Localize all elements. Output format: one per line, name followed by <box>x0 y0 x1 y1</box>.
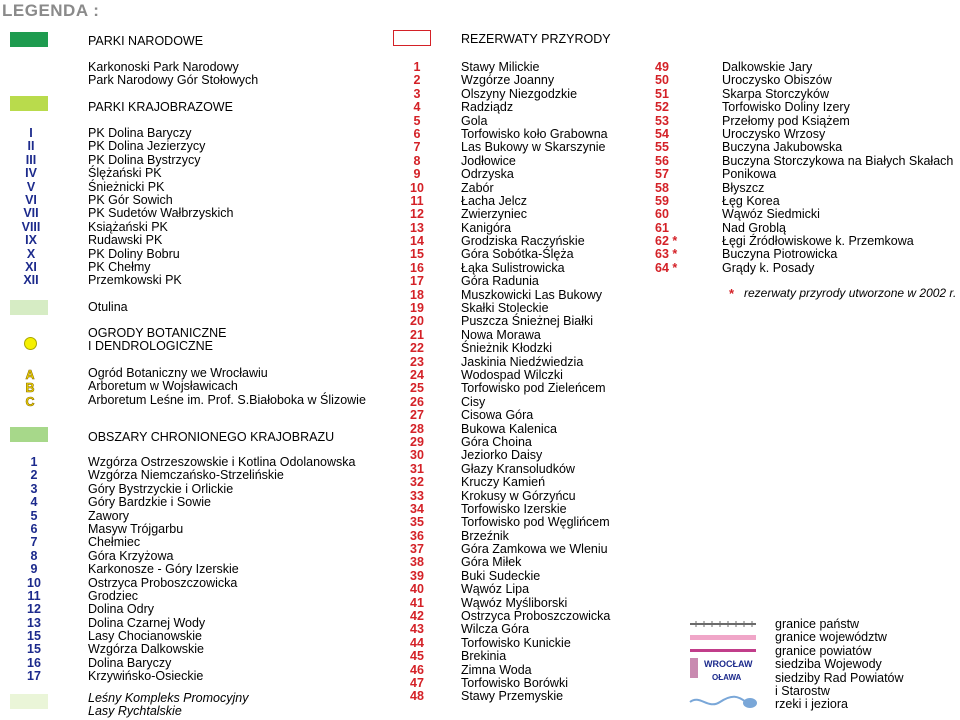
list-item: Łąka Sulistrowicka <box>461 260 565 275</box>
protected-landscape-swatch <box>10 427 48 442</box>
list-item: Arboretum w Wojsławicach <box>88 379 238 394</box>
protected-landscape-numbers <box>22 456 46 684</box>
river-icon <box>690 697 746 705</box>
list-item: Łacha Jelcz <box>461 193 528 208</box>
reserve-number: 58 <box>655 180 669 195</box>
numeral: XII <box>23 273 39 288</box>
list-item: Chełmiec <box>88 535 141 550</box>
list-item: Karkonosze - Góry Izerskie <box>88 562 239 577</box>
list-item: Bukowa Kalenica <box>461 421 557 436</box>
landscape-parks-list <box>88 127 233 288</box>
list-item: Głazy Kransoludków <box>461 461 575 476</box>
list-item: Radziądz <box>461 100 514 115</box>
list-item: Przemkowski PK <box>88 273 182 288</box>
reserve-swatch <box>393 30 431 46</box>
national-parks-heading: PARKI NARODOWE <box>88 34 204 48</box>
numeral: VI <box>25 192 37 207</box>
list-item: Dolina Baryczy <box>88 655 172 670</box>
numeral: VIII <box>21 219 41 234</box>
list-item: Grodziec <box>88 588 139 603</box>
area-number: 3 <box>30 481 38 496</box>
list-item: granice państw <box>775 617 860 631</box>
list-item: Skarpa Storczyków <box>722 86 829 101</box>
list-item: Przełomy pod Książem <box>722 113 850 128</box>
map-symbols <box>688 618 760 712</box>
list-item: Wilcza Góra <box>461 622 530 637</box>
list-item: Uroczysko Obiszów <box>722 73 832 88</box>
reserve-number: 6 <box>413 126 421 141</box>
sample-city-county: OŁAWA <box>712 673 742 682</box>
lesny-kompleks-label <box>88 692 248 719</box>
reserve-number: 12 <box>410 207 424 222</box>
national-park-swatch <box>10 32 48 47</box>
list-item: Wąwóz Myśliborski <box>461 595 568 610</box>
area-number: 4 <box>30 495 38 510</box>
reserve-number: 41 <box>410 595 424 610</box>
list-item: Zawory <box>88 508 129 523</box>
list-item: PK Dolina Bystrzycy <box>88 152 201 167</box>
list-item: Zabór <box>461 180 494 195</box>
list-item: PK Doliny Bobru <box>88 246 180 261</box>
list-item: Buczyna Piotrowicka <box>722 247 838 262</box>
list-item: Masyw Trójgarbu <box>88 521 184 536</box>
reserve-number: 13 <box>410 220 424 235</box>
reserve-number: 33 <box>410 488 424 503</box>
reserve-number: 16 <box>410 260 424 275</box>
area-number: 15 <box>27 629 41 644</box>
reserve-number: 53 <box>655 113 669 128</box>
area-number: 6 <box>30 521 38 536</box>
reserve-number: 60 <box>655 207 669 222</box>
list-item: Śnieżnicki PK <box>88 179 165 194</box>
list-item: Zwierzyniec <box>461 207 527 222</box>
list-item: Jaskinia Niedźwiedzia <box>461 354 584 369</box>
landscape-park-swatch <box>10 96 48 111</box>
list-item: Buczyna Jakubowska <box>722 140 843 155</box>
list-item: Góry Bardzkie i Sowie <box>88 495 211 510</box>
reserve-number: 34 <box>410 501 424 516</box>
reserve-number: 30 <box>410 448 424 463</box>
otulina-label: Otulina <box>88 300 128 314</box>
numeral: XI <box>25 259 37 274</box>
list-item: Wzgórza Dalkowskie <box>88 642 205 657</box>
numeral: I <box>29 126 33 140</box>
national-parks-list <box>88 61 258 88</box>
list-item: PK Dolina Baryczy <box>88 126 192 140</box>
botanic-dot-icon <box>24 337 37 350</box>
list-item: PK Sudetów Wałbrzyskich <box>88 206 234 221</box>
reserve-number: 36 <box>410 528 424 543</box>
list-item: Arboretum Leśne im. Prof. S.Białoboka w Ślizowie <box>88 392 366 407</box>
numeral: II <box>27 139 35 154</box>
list-item: Kanigóra <box>461 220 512 235</box>
list-item: Ogród Botaniczny we Wrocławiu <box>88 366 268 380</box>
reserve-number: 38 <box>410 555 424 570</box>
list-item: Uroczysko Wrzosy <box>722 126 826 141</box>
list-item: PK Gór Sowich <box>88 192 173 207</box>
reserve-number: 1 <box>413 60 421 74</box>
list-item: Dolina Czarnej Wody <box>88 615 206 630</box>
list-item: Jodłowice <box>461 153 516 168</box>
area-number: 8 <box>30 548 38 563</box>
list-item: Krokusy w Górzyńcu <box>461 488 576 503</box>
area-number: 7 <box>30 535 38 550</box>
list-item: siedziby Rad Powiatów <box>775 670 904 685</box>
list-item: PK Chełmy <box>88 259 151 274</box>
reserve-number: 25 <box>410 381 424 396</box>
list-item: PK Dolina Jezierzycy <box>88 139 206 154</box>
list-item: Puszcza Śnieżnej Białki <box>461 314 594 329</box>
reserve-number: 14 <box>410 234 424 249</box>
lesny-kompleks-line: Lasy Rychtalskie <box>88 704 182 719</box>
list-item: Góra Radunia <box>461 274 539 289</box>
voivode-seat-icon <box>690 658 698 678</box>
list-item: Grądy k. Posady <box>722 260 815 275</box>
reserve-number: 10 <box>410 180 424 195</box>
lesny-kompleks-line: Leśny Kompleks Promocyjny <box>88 691 249 705</box>
list-item: rzeki i jeziora <box>775 697 848 712</box>
reserve-number: 5 <box>413 113 421 128</box>
list-item: granice powiatów <box>775 643 872 658</box>
reserve-number: 54 <box>655 126 669 141</box>
area-number: 9 <box>30 562 38 577</box>
reserve-number: 17 <box>410 274 424 289</box>
list-item: Dolina Odry <box>88 602 154 617</box>
list-item: Wąwóz Siedmicki <box>722 207 820 222</box>
reserve-number: 39 <box>410 568 424 583</box>
footnote-text: rezerwaty przyrody utworzone w 2002 r. <box>744 286 957 300</box>
list-item: Muszkowicki Las Bukowy <box>461 287 603 302</box>
reserve-number: 3 <box>413 86 421 101</box>
list-item: Grodziska Raczyńskie <box>461 234 585 249</box>
list-item: Góra Krzyżowa <box>88 548 174 563</box>
list-item: Cisy <box>461 394 486 409</box>
reserve-number: 61 <box>655 220 669 235</box>
lesny-kompleks-swatch <box>10 694 48 709</box>
list-item: Las Bukowy w Skarszynie <box>461 140 606 155</box>
botanic-letters <box>22 369 38 409</box>
reserve-number: 40 <box>410 582 424 597</box>
list-item: Nad Groblą <box>722 220 786 235</box>
list-item: Łęgi Źródłowiskowe k. Przemkowa <box>722 234 914 249</box>
list-item: Torfowisko koło Grabowna <box>461 126 608 141</box>
reserve-number: 48 <box>410 689 424 704</box>
list-item: Torfowisko Kunickie <box>461 635 571 650</box>
list-item: Wzgórza Ostrzeszowskie i Kotlina Odolanowska <box>88 455 356 469</box>
reserve-number: 55 <box>655 140 669 155</box>
area-number: 1 <box>30 455 38 469</box>
list-item: Torfowisko Izerskie <box>461 501 567 516</box>
reserve-number: 43 <box>410 622 424 637</box>
botanic-letter: C <box>25 394 35 409</box>
area-number: 16 <box>27 655 41 670</box>
list-item: Cisowa Góra <box>461 408 534 423</box>
botanic-list <box>88 367 366 407</box>
reserve-number: 47 <box>410 675 424 690</box>
reserve-number: 20 <box>410 314 424 329</box>
lake-icon <box>743 698 757 708</box>
footnote-star: * <box>729 286 735 301</box>
protected-landscape-heading: OBSZARY CHRONIONEGO KRAJOBRAZU <box>88 430 335 444</box>
landscape-parks-heading: PARKI KRAJOBRAZOWE <box>88 100 233 114</box>
list-item: Książański PK <box>88 219 168 234</box>
list-item: Karkonoski Park Narodowy <box>88 60 239 74</box>
list-item: Torfowisko Doliny Izery <box>722 100 850 115</box>
reserve-number: 52 <box>655 100 669 115</box>
list-item: Brekinia <box>461 649 507 664</box>
list-item: i Starostw <box>775 683 830 698</box>
reserve-number: 22 <box>410 341 424 356</box>
area-number: 11 <box>27 588 41 603</box>
reserve-number: 44 <box>410 635 424 650</box>
list-item: Wzgórza Niemczańsko-Strzelińskie <box>88 468 284 483</box>
list-item: Ślężański PK <box>88 166 162 181</box>
list-item: Buki Sudeckie <box>461 568 541 583</box>
reserve-number: 2 <box>413 73 421 88</box>
reserve-number: 18 <box>410 287 424 302</box>
list-item: Brzeźnik <box>461 528 509 543</box>
list-item: Torfowisko pod Zieleńcem <box>461 381 606 396</box>
list-item: Ostrzyca Proboszczowicka <box>88 575 238 590</box>
reserve-number: 51 <box>655 86 669 101</box>
botanic-heading-line: I DENDROLOGICZNE <box>88 339 214 354</box>
reserve-number: 31 <box>410 461 424 476</box>
reserve-number: 45 <box>410 649 424 664</box>
reserve-number: 63 * <box>655 247 678 262</box>
list-item: Skałki Stoleckie <box>461 301 549 316</box>
reserve-number: 35 <box>410 515 424 530</box>
reserves-col2-list <box>722 61 953 275</box>
reserve-number: 24 <box>410 367 424 382</box>
list-item: Torfowisko Borówki <box>461 675 568 690</box>
reserve-number: 15 <box>410 247 424 262</box>
list-item: Błyszcz <box>722 180 765 195</box>
botanic-letter: A <box>25 368 35 382</box>
list-item: Lasy Chocianowskie <box>88 629 202 644</box>
list-item: Łęg Korea <box>722 193 780 208</box>
state-border-icon <box>690 621 756 627</box>
numeral: X <box>26 246 36 261</box>
reserves-col1-numbers <box>405 61 429 704</box>
area-number: 12 <box>27 602 41 617</box>
reserve-number: 64 * <box>655 260 678 275</box>
reserve-number: 23 <box>410 354 424 369</box>
reserve-number: 59 <box>655 193 669 208</box>
botanic-heading <box>88 327 226 354</box>
reserves-col2-numbers <box>655 61 677 275</box>
sample-city-voivode: WROCŁAW <box>704 659 753 669</box>
list-item: Góra Choina <box>461 434 532 449</box>
reserves-heading: REZERWATY PRZYRODY <box>461 32 611 46</box>
list-item: Olszyny Niezgodzkie <box>461 86 578 101</box>
reserve-number: 7 <box>413 140 421 155</box>
county-border-icon <box>690 649 756 652</box>
numeral: VII <box>23 206 39 221</box>
voivodeship-border-icon <box>690 635 756 640</box>
area-number: 13 <box>27 615 41 630</box>
reserve-number: 26 <box>410 394 424 409</box>
list-item: granice województw <box>775 630 887 645</box>
reserve-number: 19 <box>410 301 424 316</box>
list-item: Odrzyska <box>461 167 514 182</box>
botanic-letter: B <box>25 381 35 396</box>
reserves-col1-list <box>461 61 610 704</box>
reserve-number: 42 <box>410 609 424 624</box>
reserve-number: 27 <box>410 408 424 423</box>
protected-landscape-list <box>88 456 355 684</box>
reserve-number: 32 <box>410 475 424 490</box>
area-number: 2 <box>30 468 38 483</box>
reserve-number: 28 <box>410 421 424 436</box>
legend-title: LEGENDA : <box>2 1 100 20</box>
list-item: Ponikowa <box>722 167 777 182</box>
reserve-number: 37 <box>410 542 424 557</box>
reserve-number: 57 <box>655 167 669 182</box>
otulina-swatch <box>10 300 48 315</box>
area-number: 17 <box>27 669 41 684</box>
list-item: Stawy Przemyskie <box>461 689 564 704</box>
list-item: siedziba Wojewody <box>775 657 882 672</box>
list-item: Park Narodowy Gór Stołowych <box>88 73 259 88</box>
list-item: Dalkowskie Jary <box>722 60 813 74</box>
reserve-number: 21 <box>410 327 424 342</box>
area-number: 15 <box>27 642 41 657</box>
reserve-number: 56 <box>655 153 669 168</box>
numeral: V <box>26 179 36 194</box>
area-number: 5 <box>30 508 38 523</box>
list-item: Góra Miłek <box>461 555 522 570</box>
list-item: Torfowisko pod Węglińcem <box>461 515 610 530</box>
reserve-number: 4 <box>413 100 421 115</box>
reserve-number: 29 <box>410 434 424 449</box>
reserve-number: 49 <box>655 60 669 74</box>
list-item: Krzywińsko-Osieckie <box>88 669 204 684</box>
botanic-heading-line: OGRODY BOTANICZNE <box>88 326 227 340</box>
list-item: Góra Sobótka-Ślęża <box>461 247 574 262</box>
area-number: 10 <box>27 575 41 590</box>
list-item: Wodospad Wilczki <box>461 367 563 382</box>
list-item: Rudawski PK <box>88 233 163 248</box>
numeral: IX <box>25 233 37 248</box>
reserve-number: 46 <box>410 662 424 677</box>
reserve-number: 62 * <box>655 234 678 249</box>
list-item: Gola <box>461 113 488 128</box>
numeral: IV <box>25 166 37 181</box>
list-item: Wzgórze Joanny <box>461 73 555 88</box>
list-item: Zimna Woda <box>461 662 532 677</box>
list-item: Kruczy Kamień <box>461 475 546 490</box>
list-item: Śnieżnik Kłodzki <box>461 341 553 356</box>
map-symbols-list <box>775 618 904 712</box>
list-item: Ostrzyca Proboszczowicka <box>461 609 611 624</box>
list-item: Góra Zamkowa we Wleniu <box>461 542 608 557</box>
list-item: Wąwóz Lipa <box>461 582 530 597</box>
list-item: Stawy Milickie <box>461 60 540 74</box>
reserve-number: 9 <box>413 167 421 182</box>
reserve-number: 50 <box>655 73 669 88</box>
numeral: III <box>25 152 37 167</box>
reserve-number: 8 <box>413 153 421 168</box>
landscape-park-numerals <box>15 127 47 288</box>
reserve-number: 11 <box>410 193 424 208</box>
list-item: Nowa Morawa <box>461 327 541 342</box>
list-item: Jeziorko Daisy <box>461 448 543 463</box>
list-item: Buczyna Storczykowa na Białych Skałach <box>722 153 954 168</box>
list-item: Góry Bystrzyckie i Orlickie <box>88 481 234 496</box>
